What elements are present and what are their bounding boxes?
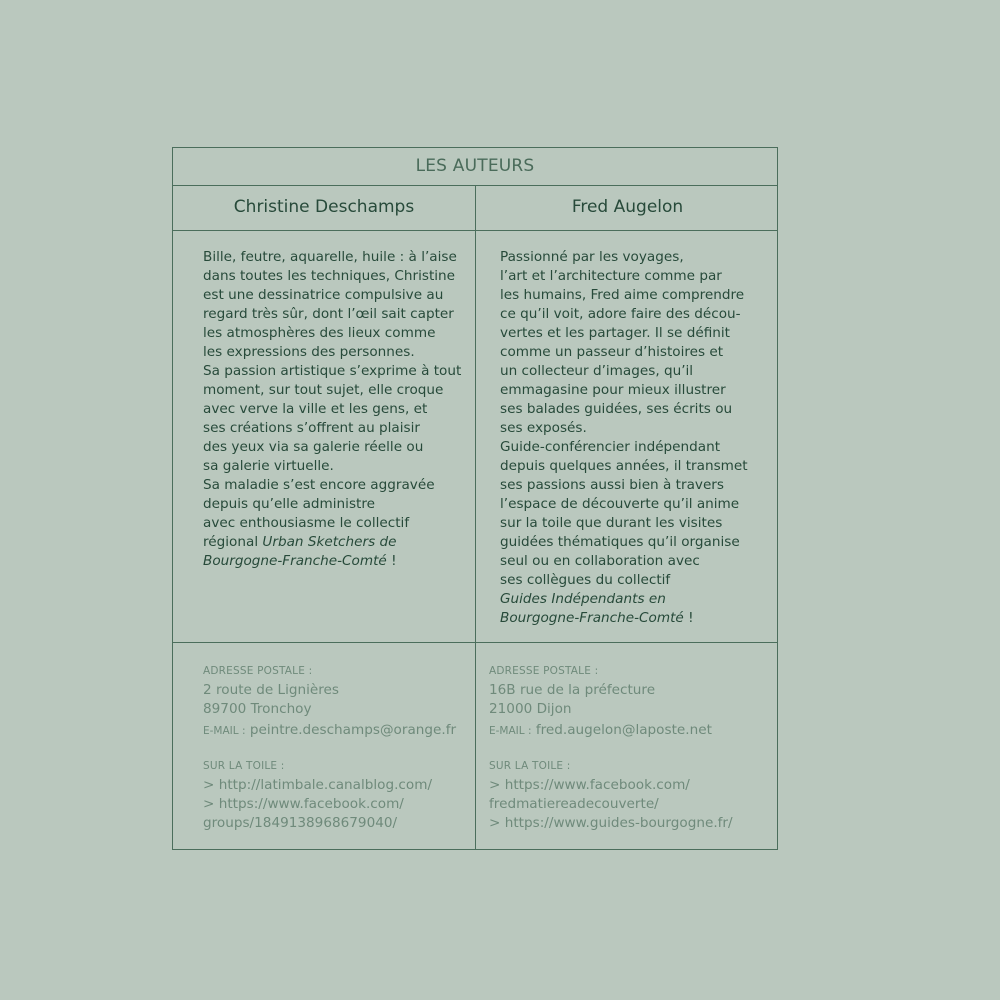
bio-line (500, 248, 748, 267)
bio-line (500, 457, 748, 476)
bio-text: l’art et l’architecture comme par (500, 268, 722, 284)
web-label: SUR LA TOILE : (203, 760, 285, 772)
email-link[interactable]: peintre.deschamps@orange.fr (245, 722, 457, 738)
bio-text: ce qu’il voit, adore faire des décou- (500, 306, 741, 322)
email-label: E-MAIL : (203, 725, 246, 737)
bio-text: Guide-conférencier indépendant (500, 439, 721, 455)
address-line: 89700 Tronchoy (203, 701, 312, 717)
bio-text: Bille, feutre, aquarelle, huile : à l’aise (203, 249, 457, 265)
bio-italic-text: Bourgogne-Franche-Comté (500, 610, 684, 626)
bio-line (500, 324, 748, 343)
bio-text: les expressions des personnes. (203, 344, 415, 360)
bio-text: guidées thématiques qu’il organise (500, 534, 740, 550)
bio-line (203, 362, 461, 381)
bio-text: ses exposés. (500, 420, 587, 436)
web-link[interactable]: > https://www.guides-bourgogne.fr/ (489, 815, 733, 831)
bio-text: avec enthousiasme le collectif (203, 515, 410, 531)
bio-text: vertes et les partager. Il se définit (500, 325, 730, 341)
bio-italic-text: Bourgogne-Franche-Comté (203, 553, 387, 569)
bio-text: ses balades guidées, ses écrits ou (500, 401, 733, 417)
bio-line (203, 267, 461, 286)
bio-text: l’espace de découverte qu’il anime (500, 496, 740, 512)
bio-line (203, 400, 461, 419)
bio-line (500, 571, 748, 590)
bio-line (500, 343, 748, 362)
web-link[interactable]: > https://www.facebook.com/ (489, 777, 690, 793)
bio-text: ! (386, 553, 397, 569)
bio-text: les humains, Fred aime comprendre (500, 287, 745, 303)
bio-line (203, 343, 461, 362)
bio-line (203, 476, 461, 495)
column-divider (475, 185, 476, 849)
author-name-fred: Fred Augelon (571, 197, 684, 217)
bio-text: régional (203, 534, 263, 550)
bio-line (500, 400, 748, 419)
web-link[interactable]: > https://www.facebook.com/ (203, 796, 404, 812)
email-row (489, 719, 733, 738)
bio-line (500, 476, 748, 495)
bio-line (500, 495, 748, 514)
bio-line (500, 514, 748, 533)
address-label: ADRESSE POSTALE : (489, 665, 599, 677)
bio-text: comme un passeur d’histoires et (500, 344, 724, 360)
bio-line (500, 381, 748, 400)
bio-text: ses collègues du collectif (500, 572, 671, 588)
email-label: E-MAIL : (489, 725, 532, 737)
bio-line (203, 552, 461, 571)
authors-table (172, 147, 778, 850)
bio-line (203, 533, 461, 552)
address-line: 16B rue de la préfecture (489, 682, 656, 698)
bio-italic-text: Urban Sketchers de (262, 534, 397, 550)
author-bio-christine (203, 248, 461, 571)
bio-text: sa galerie virtuelle. (203, 458, 334, 474)
bio-text: emmagasine pour mieux illustrer (500, 382, 726, 398)
bio-line (203, 248, 461, 267)
bio-text: des yeux via sa galerie réelle ou (203, 439, 424, 455)
bio-line (500, 419, 748, 438)
bio-line (500, 305, 748, 324)
bio-line (500, 286, 748, 305)
bio-text: Sa maladie s’est encore aggravée (203, 477, 435, 493)
author-name-christine: Christine Deschamps (233, 197, 415, 217)
bio-line (203, 438, 461, 457)
web-link[interactable]: fredmatiereadecouverte/ (489, 796, 659, 812)
bio-line (203, 495, 461, 514)
bio-text: depuis qu’elle administre (203, 496, 376, 512)
bio-line (500, 362, 748, 381)
bio-text: sur la toile que durant les visites (500, 515, 723, 531)
bio-text: un collecteur d’images, qu’il (500, 363, 694, 379)
contact-christine (203, 662, 456, 833)
bio-line (203, 514, 461, 533)
bio-text: dans toutes les techniques, Christine (203, 268, 456, 284)
bio-text: seul ou en collaboration avec (500, 553, 700, 569)
bio-text: regard très sûr, dont l’œil sait capter (203, 306, 454, 322)
bio-line (203, 324, 461, 343)
bio-line (500, 552, 748, 571)
web-link[interactable]: groups/1849138968679040/ (203, 815, 398, 831)
bio-line (203, 381, 461, 400)
bio-line (203, 305, 461, 324)
contact-fred (489, 662, 733, 833)
bio-text: ! (683, 610, 694, 626)
address-line: 21000 Dijon (489, 701, 572, 717)
bio-line (203, 457, 461, 476)
bio-text: les atmosphères des lieux comme (203, 325, 436, 341)
bio-text: moment, sur tout sujet, elle croque (203, 382, 444, 398)
author-bio-fred (500, 248, 748, 628)
bio-italic-text: Guides Indépendants en (500, 591, 666, 607)
bio-line (500, 438, 748, 457)
bio-text: ses créations s’offrent au plaisir (203, 420, 420, 436)
bio-line (203, 419, 461, 438)
address-label: ADRESSE POSTALE : (203, 665, 313, 677)
web-link[interactable]: > http://latimbale.canalblog.com/ (203, 777, 433, 793)
bio-text: ses passions aussi bien à travers (500, 477, 724, 493)
bio-line (500, 267, 748, 286)
bio-line (500, 609, 748, 628)
bio-line (203, 286, 461, 305)
bio-text: avec verve la ville et les gens, et (203, 401, 428, 417)
bio-text: est une dessinatrice compulsive au (203, 287, 444, 303)
bio-text: Sa passion artistique s’exprime à tout (203, 363, 462, 379)
bio-text: Passionné par les voyages, (500, 249, 684, 265)
bio-text: depuis quelques années, il transmet (500, 458, 748, 474)
address-line: 2 route de Lignières (203, 682, 339, 698)
email-row (203, 719, 456, 738)
bio-line (500, 533, 748, 552)
web-label: SUR LA TOILE : (489, 760, 571, 772)
table-title: LES AUTEURS (415, 156, 535, 176)
bio-line (500, 590, 748, 609)
email-link[interactable]: fred.augelon@laposte.net (531, 722, 712, 738)
